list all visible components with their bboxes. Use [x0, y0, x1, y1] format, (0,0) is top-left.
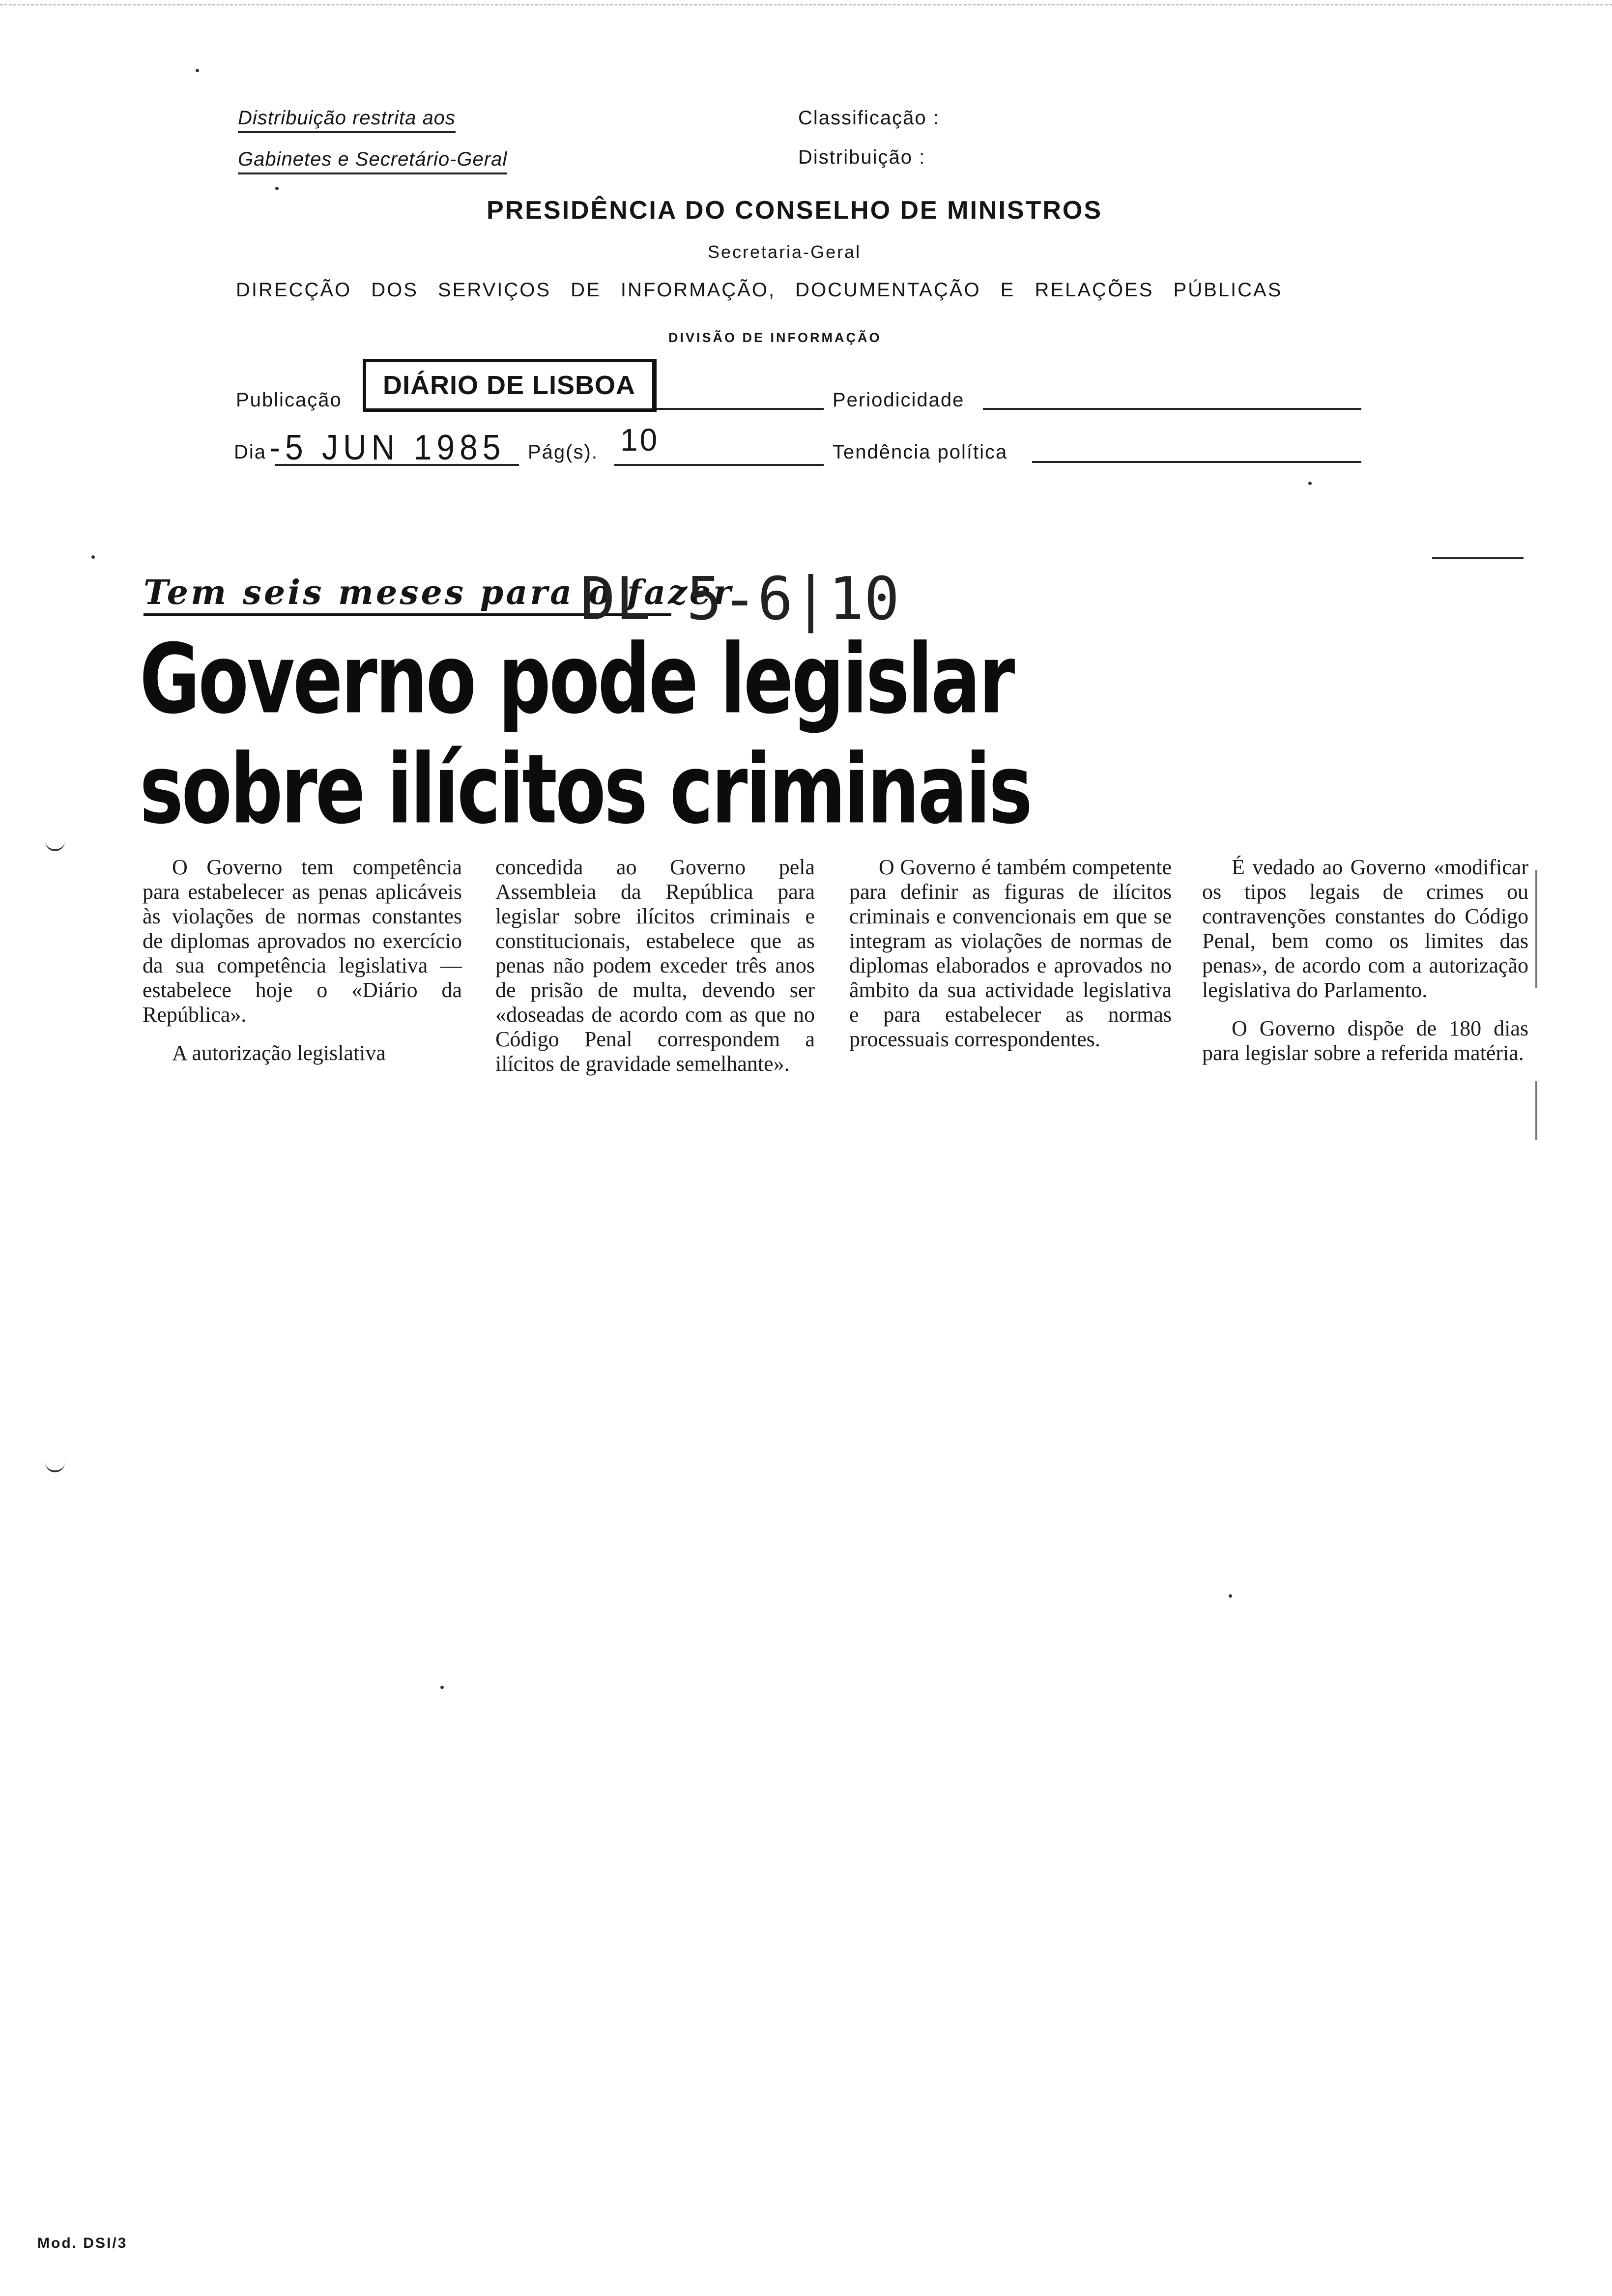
col4-paragraph-1: É vedado ao Governo «modificar os tipos legais de crimes ou contravenções constantes do Código Penal, bem como os limites das penas», de acordo com a autorização legislativa do Parlamento.	[1202, 855, 1528, 1002]
speck	[1308, 482, 1312, 485]
rule-right	[1432, 557, 1524, 559]
binding-mark	[45, 838, 65, 851]
pags-label: Pág(s).	[528, 441, 598, 463]
classificacao-label: Classificação :	[798, 107, 940, 129]
direccao-servicos: DIRECÇÃO DOS SERVIÇOS DE INFORMAÇÃO, DOCUMENTAÇÃO E RELAÇÕES PÚBLICAS	[236, 279, 1283, 301]
margin-mark	[1535, 1081, 1537, 1140]
article-column-4	[1202, 855, 1528, 1065]
tendencia-label: Tendência política	[833, 441, 1008, 463]
publicacao-label: Publicação	[236, 389, 342, 411]
article-column-1	[143, 855, 462, 1065]
col2-paragraph-1: concedida ao Governo pela Assembleia da República para legislar sobre ilícitos criminais e constitucionais, estabelece que as penas não podem exceder três anos de prisão de multa, devendo ser «doseadas de acordo com as que no Código Penal correspondem a ilícitos de gravidade semelhante».	[495, 855, 815, 1076]
secretaria-geral: Secretaria-Geral	[708, 242, 862, 262]
publicacao-stamp	[363, 359, 657, 412]
scan-top-edge	[0, 4, 1612, 5]
margin-mark	[1535, 870, 1537, 988]
publicacao-underline	[657, 408, 824, 410]
binding-mark	[45, 1460, 65, 1472]
dia-underline	[275, 464, 519, 466]
dia-stamp-value: -5 JUN 1985	[269, 427, 506, 467]
col3-paragraph-1: O Governo é também competente para definir as figuras de ilícitos criminais e convencionais em que se integram as violações de normas de diplomas elaborados e aprovados no âmbito da sua actividade legislativa e para estabelecer as normas processuais correspondentes.	[849, 855, 1172, 1051]
speck	[196, 69, 199, 72]
speck	[440, 1686, 444, 1689]
handwritten-note: DL 5-6|10	[580, 565, 900, 633]
col1-paragraph-2: A autorização legislativa	[172, 1041, 386, 1065]
speck	[91, 555, 95, 559]
presidencia-title: PRESIDÊNCIA DO CONSELHO DE MINISTROS	[487, 196, 1103, 225]
restricted-line-1: Distribuição restrita aos	[238, 107, 456, 133]
headline-line-1: Governo pode legislar	[140, 624, 1013, 736]
publicacao-value: DIÁRIO DE LISBOA	[382, 371, 636, 400]
model-code: Mod. DSI/3	[37, 2235, 128, 2251]
pags-value: 10	[620, 422, 660, 458]
speck	[1229, 1594, 1232, 1598]
divisao-informacao: DIVISÃO DE INFORMAÇÃO	[668, 330, 882, 345]
col4-paragraph-2: O Governo dispõe de 180 dias para legislar sobre a referida matéria.	[1202, 1016, 1528, 1065]
col1-paragraph-1: O Governo tem competência para estabelecer as penas aplicáveis às violações de normas constantes de diplomas aprovados no exercício da sua competência legislativa — estabelece hoje o «Diário da República».	[143, 855, 462, 1027]
article-kicker: Tem seis meses para o fazer	[144, 573, 733, 612]
headline-line-2: sobre ilícitos criminais	[140, 734, 1031, 846]
distribuicao-label: Distribuição :	[798, 146, 926, 168]
article-column-2	[495, 855, 815, 1076]
dia-label: Dia	[234, 441, 267, 463]
periodicidade-label: Periodicidade	[833, 389, 965, 411]
speck	[275, 187, 279, 190]
article-column-3	[849, 855, 1172, 1052]
pags-underline	[614, 464, 824, 466]
periodicidade-underline	[983, 408, 1361, 410]
tendencia-underline	[1032, 461, 1361, 463]
restricted-line-2: Gabinetes e Secretário-Geral	[238, 148, 507, 174]
